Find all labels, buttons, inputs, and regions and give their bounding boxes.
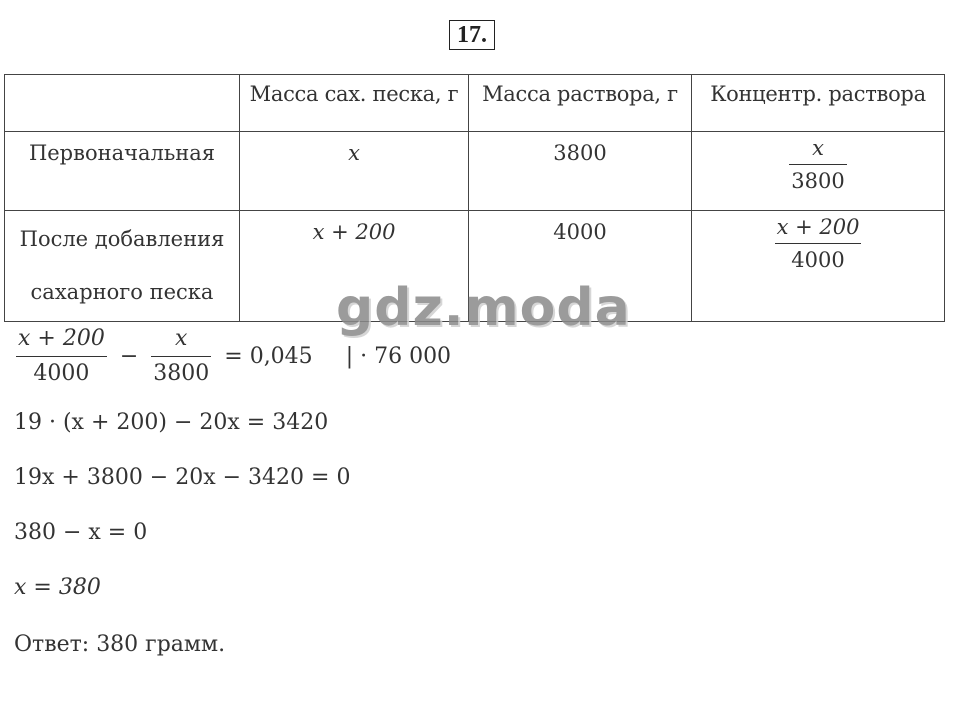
table-corner-cell [5,75,240,132]
fraction-denominator: 4000 [33,361,90,386]
sugar-value: x + 200 [312,220,396,244]
fraction-numerator: x [812,136,824,160]
equation-main [14,322,455,391]
solution-step-3: 380 − x = 0 [14,520,148,545]
solution-value: 4000 [553,220,607,244]
row-label-line2: сахарного песка [30,280,214,304]
row-label-line1: После добавления [19,227,225,251]
solution-step-1: 19 · (x + 200) − 20x = 3420 [14,410,329,435]
cell-concentration-initial [692,132,945,211]
watermark-logo: gdz.moda [336,278,631,338]
header-solution-mass: Масса раствора, г [469,75,692,132]
concentration-fraction [773,211,864,276]
equation-multiplier: | · 76 000 [345,344,452,369]
fraction-denominator: 3800 [791,169,845,193]
problem-number: 17. [449,20,495,50]
fraction-denominator: 4000 [791,248,845,272]
fraction-numerator: x [175,326,188,351]
equation-fraction-right [149,322,213,391]
solution-step-2: 19x + 3800 − 20x − 3420 = 0 [14,465,351,490]
cell-sugar-initial [240,132,469,211]
minus-sign: − [119,344,139,369]
solution-value: 3800 [553,141,607,165]
row-label-text: Первоначальная [28,141,216,165]
table-header-row [5,75,945,132]
header-sugar-mass: Масса сах. песка, г [240,75,469,132]
table-row [5,132,945,211]
solution-step-4: x = 380 [14,575,101,600]
sugar-value: x [348,141,360,165]
concentration-fraction [787,132,848,197]
header-concentration: Концентр. раствора [692,75,945,132]
equation-rhs: = 0,045 [224,344,313,369]
fraction-numerator: x + 200 [776,215,860,239]
cell-concentration-after [692,211,945,322]
equation-fraction-left [14,322,109,391]
fraction-numerator: x + 200 [18,326,105,351]
row-label-initial [5,132,240,211]
row-label-after [5,211,240,322]
answer-text: Ответ: 380 грамм. [14,632,226,657]
fraction-denominator: 3800 [153,361,210,386]
cell-solution-initial [469,132,692,211]
